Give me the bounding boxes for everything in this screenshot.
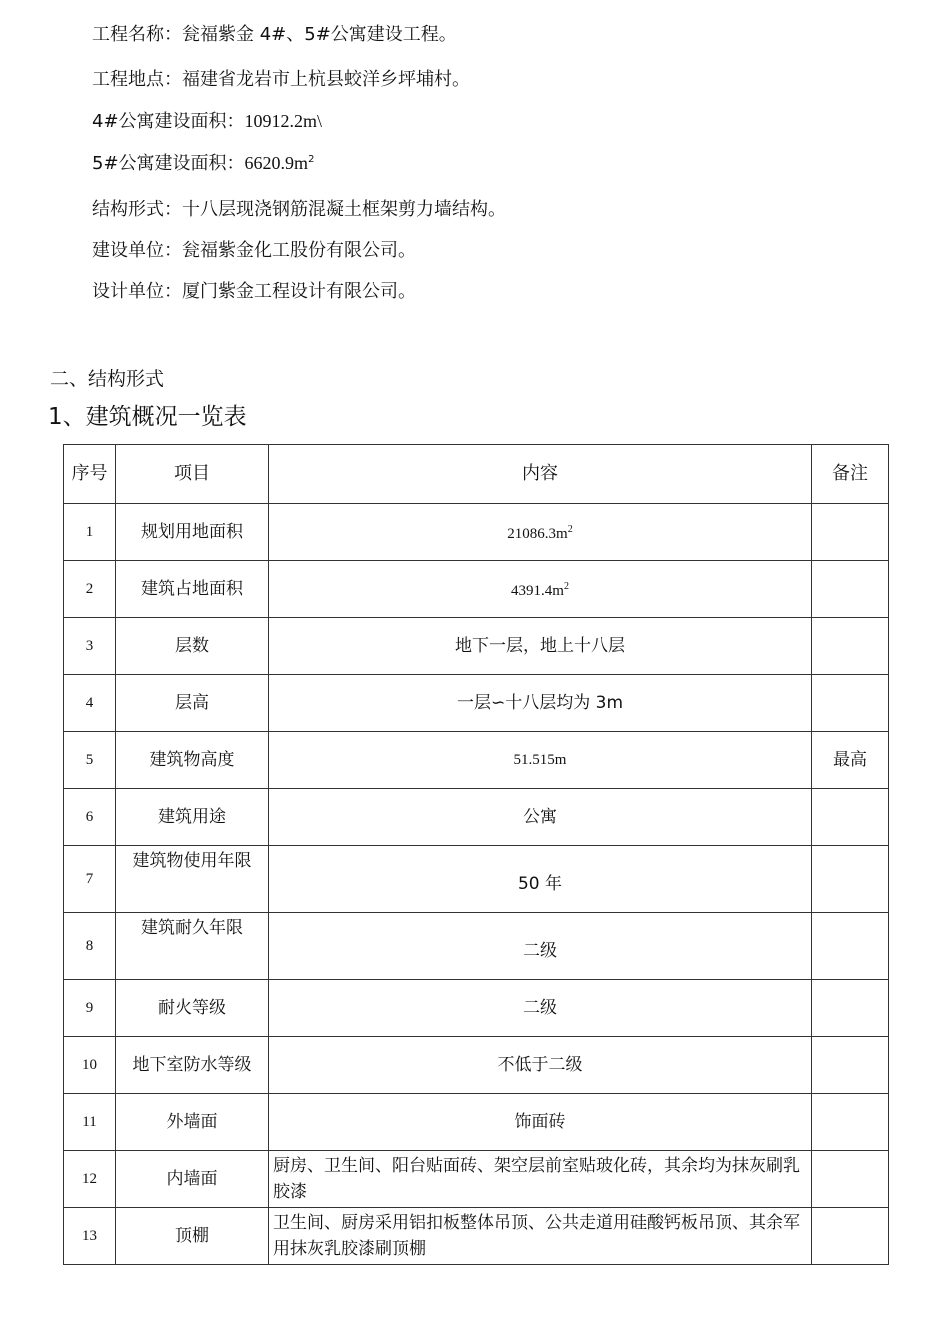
table-row xyxy=(64,732,889,789)
table-row xyxy=(64,618,889,675)
cell-no: 7 xyxy=(64,846,116,913)
cell-content: 地下一层，地上十八层 xyxy=(269,618,812,675)
cell-item: 外墙面 xyxy=(116,1094,269,1151)
info-value: 厦门紫金工程设计有限公司。 xyxy=(182,281,416,302)
info-label: 工程名称： xyxy=(92,24,182,45)
cell-no: 2 xyxy=(64,561,116,618)
table-row xyxy=(64,913,889,980)
info-label: 设计单位： xyxy=(92,281,182,302)
cell-no: 11 xyxy=(64,1094,116,1151)
cell-item: 建筑物高度 xyxy=(116,732,269,789)
cell-item: 建筑占地面积 xyxy=(116,561,269,618)
cell-content: 卫生间、厨房采用铝扣板整体吊顶、公共走道用硅酸钙板吊顶、其余军用抹灰乳胶漆刷顶棚 xyxy=(269,1208,812,1265)
info-structure-type xyxy=(92,195,506,221)
table-row xyxy=(64,675,889,732)
table-row xyxy=(64,1208,889,1265)
cell-content: 饰面砖 xyxy=(269,1094,812,1151)
cell-content: 公寓 xyxy=(269,789,812,846)
cell-item: 层数 xyxy=(116,618,269,675)
info-project-name xyxy=(92,20,457,46)
table-title: 1、建筑概况一览表 xyxy=(48,404,247,430)
info-label: 结构形式： xyxy=(92,199,182,220)
cell-no: 4 xyxy=(64,675,116,732)
cell-no: 9 xyxy=(64,980,116,1037)
cell-item: 层高 xyxy=(116,675,269,732)
cell-item: 建筑物使用年限 xyxy=(116,846,269,913)
cell-no: 8 xyxy=(64,913,116,980)
cell-note xyxy=(812,675,889,732)
building-overview-table xyxy=(63,444,889,1265)
info-designer xyxy=(92,277,416,303)
info-building4-area xyxy=(92,107,322,133)
cell-note xyxy=(812,980,889,1037)
cell-note xyxy=(812,1151,889,1208)
cell-content: 不低于二级 xyxy=(269,1037,812,1094)
info-value: 福建省龙岩市上杭县蛟洋乡坪埔村。 xyxy=(182,69,470,90)
info-value: 瓮福紫金化工股份有限公司。 xyxy=(182,240,416,261)
cell-note xyxy=(812,846,889,913)
cell-no: 5 xyxy=(64,732,116,789)
superscript: 2 xyxy=(567,524,573,535)
cell-content xyxy=(269,504,812,561)
info-project-location xyxy=(92,65,470,91)
cell-no: 10 xyxy=(64,1037,116,1094)
header-note: 备注 xyxy=(812,445,889,504)
info-value: 十八层现浇钢筋混凝土框架剪力墙结构。 xyxy=(182,199,506,220)
cell-content: 二级 xyxy=(269,913,812,980)
cell-content: 一层∽十八层均为 3m xyxy=(269,675,812,732)
table-row xyxy=(64,846,889,913)
cell-no: 6 xyxy=(64,789,116,846)
cell-item: 建筑耐久年限 xyxy=(116,913,269,980)
table-row xyxy=(64,1037,889,1094)
cell-note xyxy=(812,1208,889,1265)
info-label: 工程地点： xyxy=(92,69,182,90)
section-heading: 二、结构形式 xyxy=(50,368,165,390)
header-no: 序号 xyxy=(64,445,116,504)
info-label: 4#公寓建设面积： xyxy=(92,111,245,132)
info-builder xyxy=(92,236,416,262)
cell-no: 3 xyxy=(64,618,116,675)
info-value: 瓮福紫金 4#、5#公寓建设工程。 xyxy=(182,24,457,45)
table-row xyxy=(64,504,889,561)
cell-item: 建筑用途 xyxy=(116,789,269,846)
cell-item: 规划用地面积 xyxy=(116,504,269,561)
info-building5-area xyxy=(92,149,314,175)
cell-no: 13 xyxy=(64,1208,116,1265)
content-text: 21086.3m xyxy=(507,526,568,542)
info-value: 10912.2m\ xyxy=(244,111,323,131)
cell-no: 1 xyxy=(64,504,116,561)
cell-note: 最高 xyxy=(812,732,889,789)
table-header-row xyxy=(64,445,889,504)
cell-note xyxy=(812,1094,889,1151)
table-row xyxy=(64,1151,889,1208)
cell-note xyxy=(812,504,889,561)
table-row xyxy=(64,561,889,618)
info-label: 建设单位： xyxy=(92,240,182,261)
cell-no: 12 xyxy=(64,1151,116,1208)
cell-note xyxy=(812,913,889,980)
cell-item: 内墙面 xyxy=(116,1151,269,1208)
cell-content xyxy=(269,561,812,618)
cell-content: 51.515m xyxy=(269,732,812,789)
cell-note xyxy=(812,561,889,618)
cell-item: 顶棚 xyxy=(116,1208,269,1265)
superscript: 2 xyxy=(308,154,315,165)
cell-note xyxy=(812,789,889,846)
superscript: 2 xyxy=(563,581,569,592)
content-text: 4391.4m xyxy=(511,583,564,599)
info-value: 6620.9m xyxy=(244,153,309,173)
table-row xyxy=(64,1094,889,1151)
header-item: 项目 xyxy=(116,445,269,504)
info-label: 5#公寓建设面积： xyxy=(92,153,245,174)
table-row xyxy=(64,980,889,1037)
table-row xyxy=(64,789,889,846)
cell-content: 二级 xyxy=(269,980,812,1037)
cell-note xyxy=(812,1037,889,1094)
header-content: 内容 xyxy=(269,445,812,504)
cell-content: 50 年 xyxy=(269,846,812,913)
cell-item: 耐火等级 xyxy=(116,980,269,1037)
cell-item: 地下室防水等级 xyxy=(116,1037,269,1094)
cell-note xyxy=(812,618,889,675)
cell-content: 厨房、卫生间、阳台贴面砖、架空层前室贴玻化砖，其余均为抹灰刷乳胶漆 xyxy=(269,1151,812,1208)
